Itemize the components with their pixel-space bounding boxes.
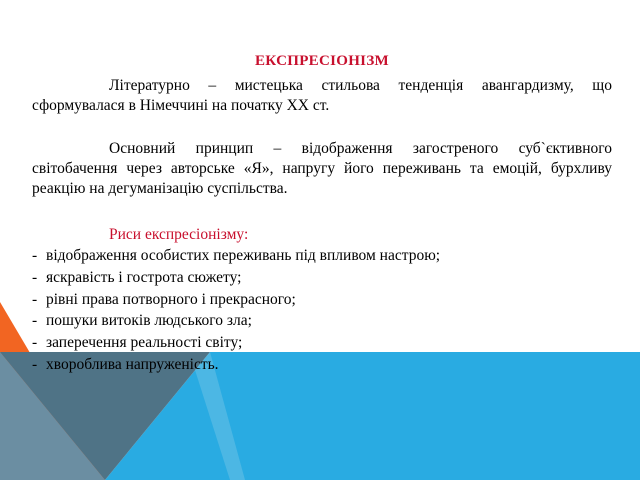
slide-title: ЕКСПРЕСІОНІЗМ — [255, 53, 389, 69]
list-dash: - — [32, 312, 38, 330]
list-item-text: відображення особистих переживань під впливом настрою; — [46, 247, 441, 264]
list-item-text: заперечення реальності світу; — [46, 334, 243, 352]
list-item — [32, 267, 440, 289]
list-item — [32, 310, 440, 332]
list-item-text: пошуки витоків людського зла; — [46, 312, 252, 330]
list-item — [32, 245, 440, 267]
list-item — [32, 289, 440, 311]
definition-paragraph: Літературно – мистецька стильова тенденція авангардизму, що сформувалася в Німеччині на початку ХХ ст. — [32, 77, 612, 114]
list-item — [32, 332, 440, 354]
list-dash: - — [32, 334, 38, 352]
list-item-text: яскравість і гострота сюжету; — [46, 268, 242, 286]
features-heading: Риси експресіонізму: — [109, 226, 249, 243]
list-dash: - — [32, 268, 38, 286]
list-item-text: рівні права потворного і прекрасного; — [46, 290, 296, 308]
list-item-text: хвороблива напруженість. — [46, 355, 219, 373]
list-dash: - — [32, 290, 38, 308]
features-list — [32, 245, 440, 376]
list-dash: - — [32, 355, 38, 373]
list-item — [32, 354, 440, 376]
list-dash: - — [32, 247, 38, 264]
principle-paragraph: Основний принцип – відображення загостреного суб`єктивного світобачення через авторське «Я», напругу його переживань та емоцій, бурхливу реакцію на дегуманізацію суспільства. — [32, 140, 612, 197]
